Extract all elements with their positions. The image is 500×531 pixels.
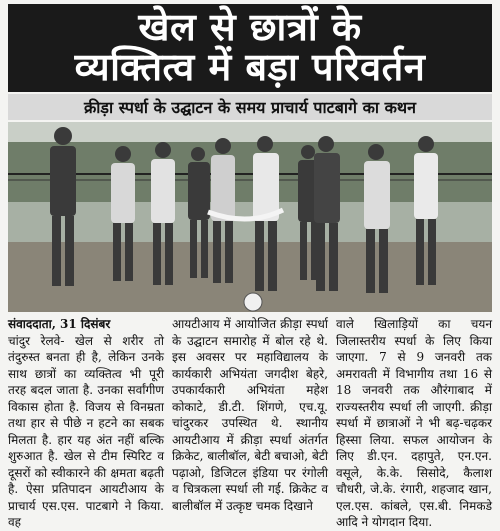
headline-line-2: व्यक्तित्व में बड़ा परिवर्तन [74, 45, 426, 89]
headline-banner [8, 4, 492, 92]
article-column-1 [8, 316, 164, 529]
headline-line-1: खेल से छात्रों के [138, 5, 362, 50]
subheadline: क्रीड़ा स्पर्धा के उद्घाटन के समय प्राचार्य पाटबागे का कथन [8, 94, 492, 120]
article-text-2: आयटीआय में आयोजित क्रीड़ा स्पर्धा के उद्घाटन समारोह में बोल रहे थे. इस अवसर पर महाविद्यालय के कार्यकारी अभियंता जगदीश बेहरे, उपकार्यकारी अभियंता महेश कोकाटे, डी.टी. शिंगणे, एच.यू. चांदुरकर उपस्थित थे. स्थानीय आयटीआय में क्रीड़ा स्पर्धा अंतर्गत क्रिकेट, बालीबॉल, बेटी बचाओ, बेटी पढ़ाओ, डिजिटल इंडिया पर रंगोली व चित्रकला स्पर्धा ली गई. क्रिकेट व बालीबॉल में उत्कृष्ट चमक दिखाने [172, 317, 328, 513]
news-photo [8, 122, 492, 312]
dateline: संवाददाता, 31 दिसंबर [8, 317, 111, 331]
article-column-2 [172, 316, 328, 513]
article-body [8, 316, 492, 529]
article-text-3: वाले खिलाड़ियों का चयन जिलास्तरीय स्पर्धा के लिए किया जाएगा. 7 से 9 जनवरी तक अमरावती में विभागीय तथा 16 से 18 जनवरी तक औरंगाबाद में राज्यस्तरीय स्पर्धा ली जाएगी. क्रीड़ा स्पर्धा में छात्राओं ने भी बढ़-चढ़कर हिस्सा लिया. सफल आयोजन के लिए डी.एन. दहापुते, एन.एन. वसूले, के.के. सिसोदे, कैलाश चौधरी, जे.के. रंगारी, शहजाद खान, एल.एस. कांबले, एस.बी. निमकडे आदि ने योगदान दिया. [336, 317, 492, 529]
article-text-1: चांदुर रेलवे- खेल से शरीर तो तंदुरुस्त बनता ही है, लेकिन उनके साथ छात्रों का व्यक्तित्व भी पूरी तरह बदल जाता है. उनका सर्वांगीण विकास होता है. विजय से विनम्रता तथा हार से पीछे न हटने का सबक मिलता है. हार यह अंत नहीं बल्कि शुरुआत है. खेल से टीम स्पिरिट व दूसरों को स्वीकारने की क्षमता बढ़ती है. ऐसा प्रतिपादन आयटीआय के प्राचार्य एस.एस. पाटबागे ने किया. वह [8, 333, 164, 529]
news-photo-image [8, 122, 492, 312]
article-column-3 [336, 316, 492, 529]
